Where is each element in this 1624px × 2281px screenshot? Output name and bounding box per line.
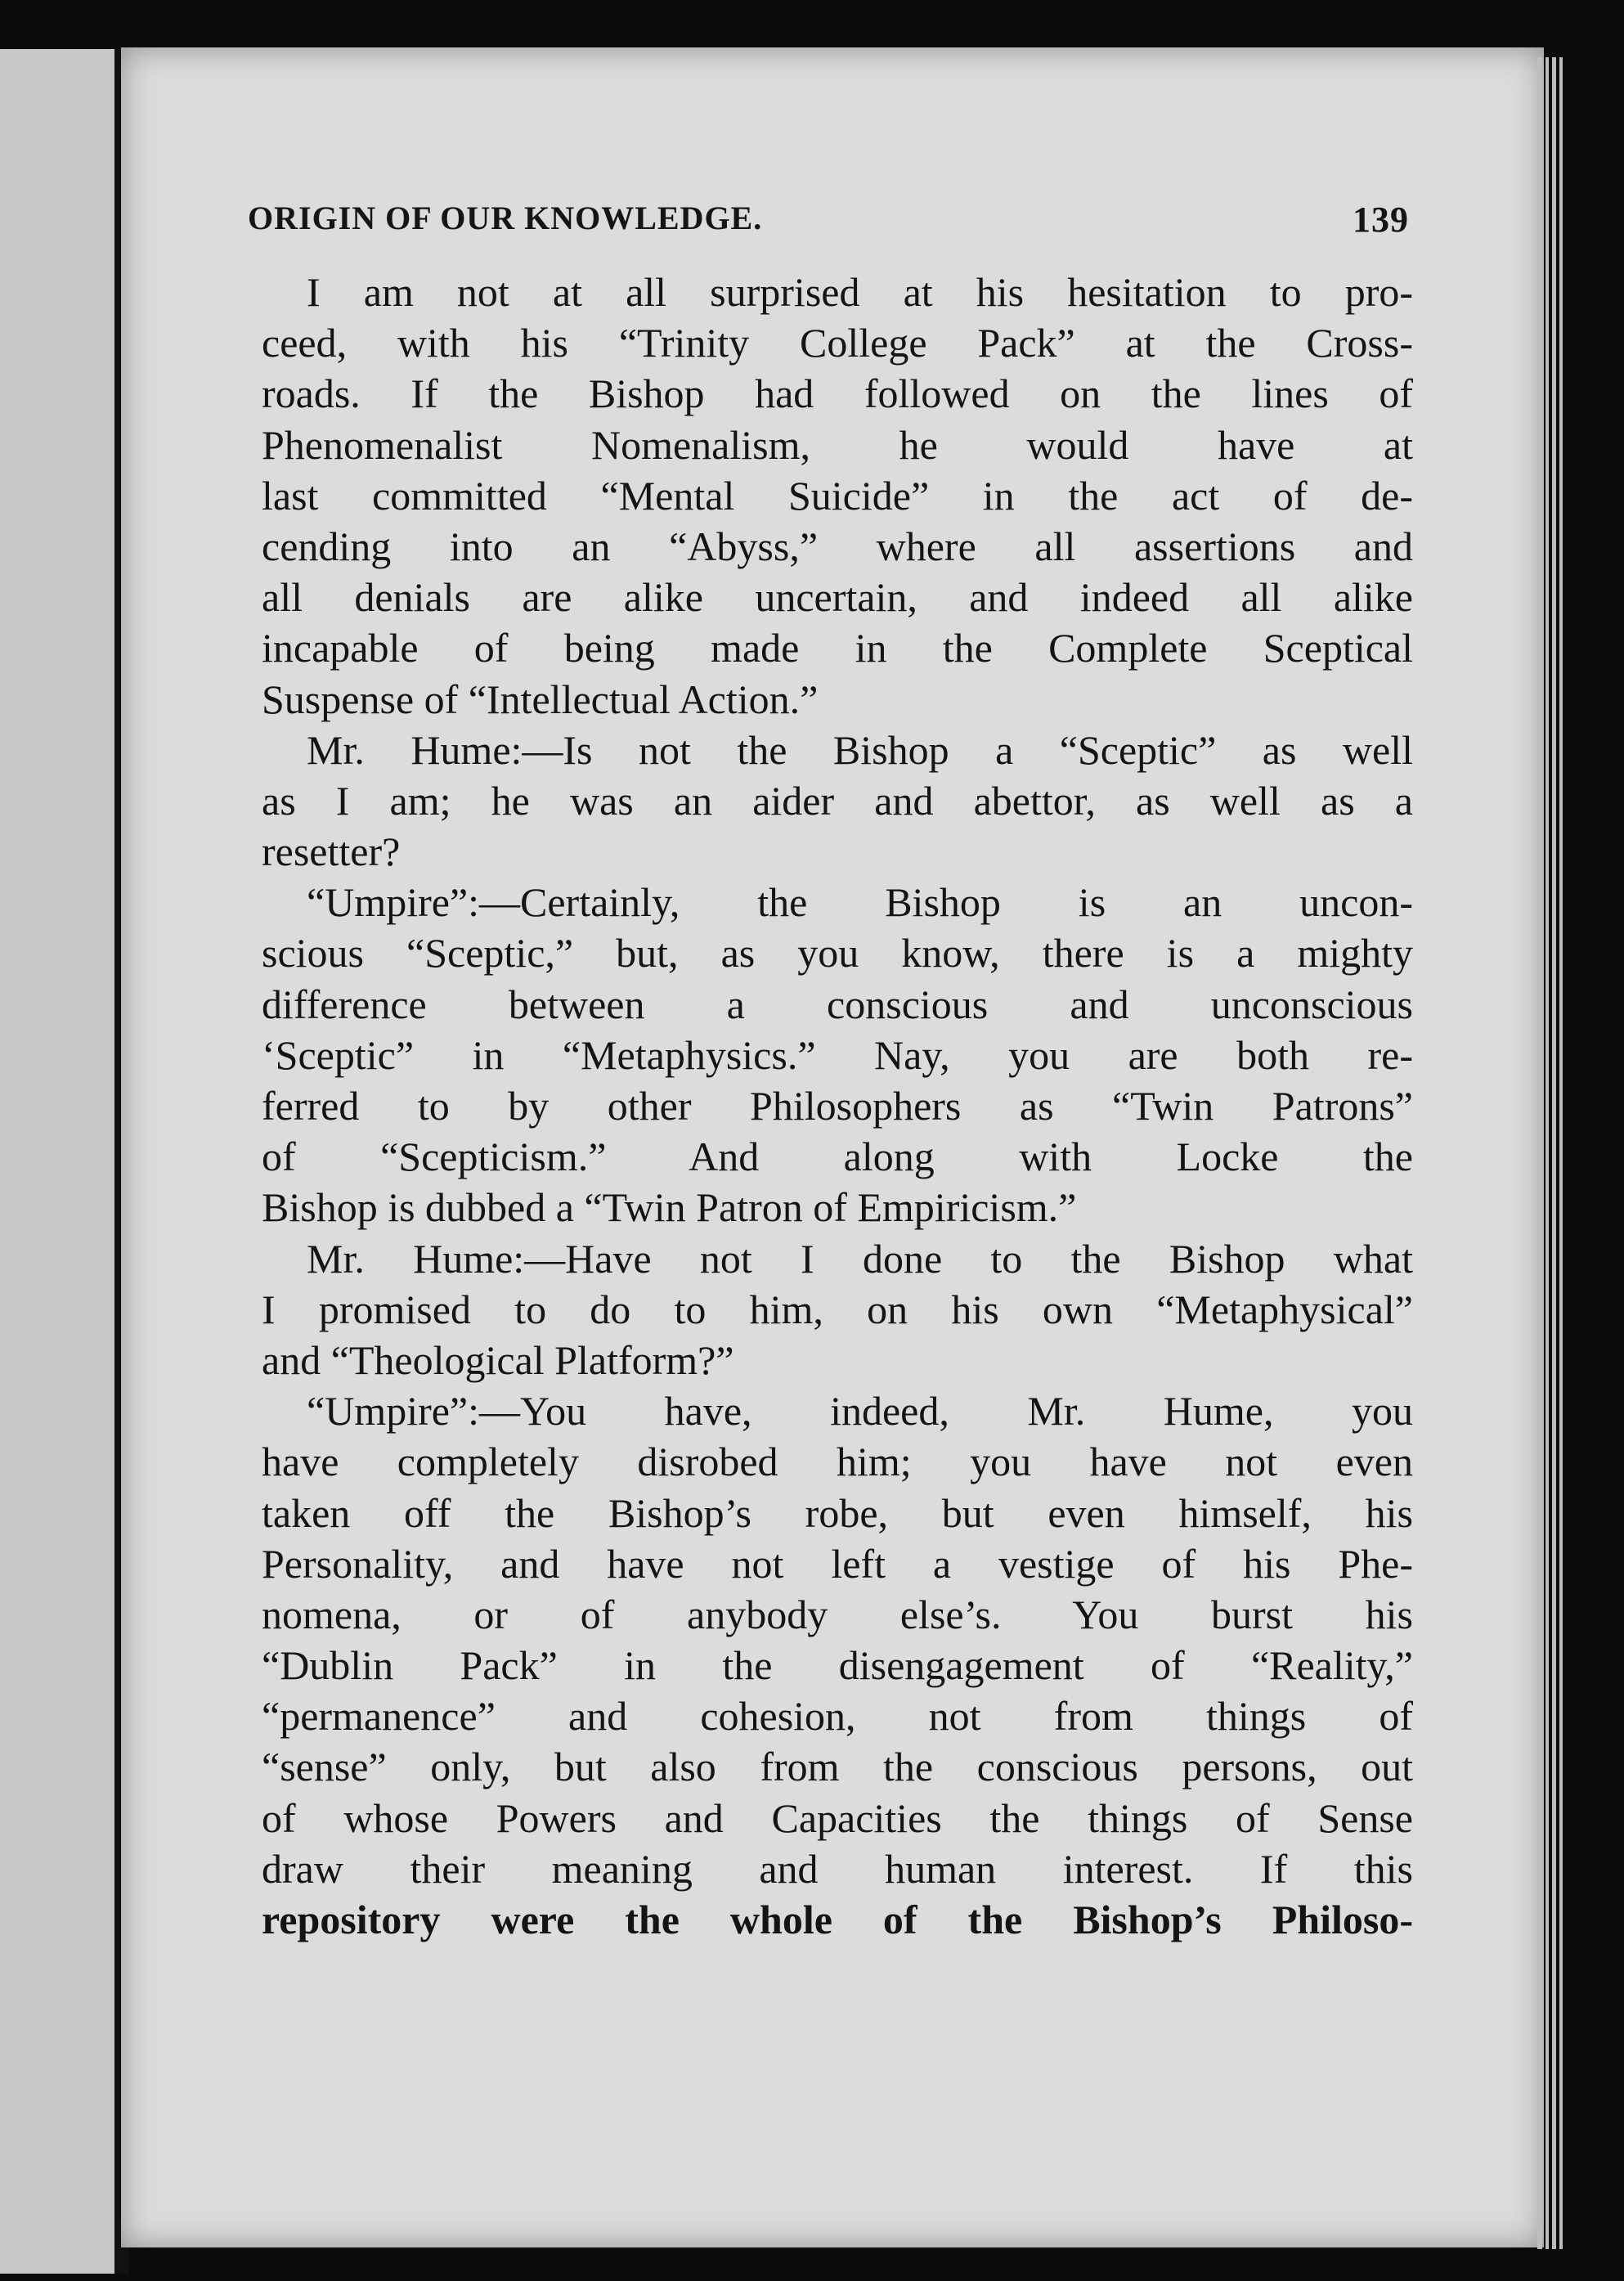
text-line: “Dublin Pack” in the disengagement of “Reality,” [262,1642,1413,1689]
page-edges [1537,57,1570,2249]
text-line: as I am; he was an aider and abettor, as well as a [262,777,1413,824]
text-line: difference between a conscious and unconscious [262,981,1413,1027]
page-number: 139 [1353,200,1409,240]
body-text [262,267,1413,1945]
text-line: I promised to do to him, on his own “Metaphysical” [262,1286,1413,1332]
text-line: Mr. Hume:—Is not the Bishop a “Sceptic” as well [307,726,1413,773]
text-line: roads. If the Bishop had followed on the lines of [262,370,1413,417]
text-line: “permanence” and cohesion, not from things of [262,1693,1413,1740]
text-line: of “Scepticism.” And along with Locke the [262,1134,1413,1180]
text-line: “Umpire”:—You have, indeed, Mr. Hume, you [307,1388,1413,1435]
running-head-title: ORIGIN OF OUR KNOWLEDGE. [248,200,763,236]
book-page [121,47,1544,2247]
text-line: ferred to by other Philosophers as “Twin Patrons” [262,1083,1413,1129]
text-line: nomena, or of anybody else’s. You burst his [262,1591,1413,1637]
text-line: repository were the whole of the Bishop’s Philoso- [262,1897,1413,1942]
text-line: resetter? [262,828,401,875]
text-line: cending into an “Abyss,” where all assertions and [262,523,1413,569]
text-line: Personality, and have not left a vestige of his Phe- [262,1540,1413,1587]
text-line: “Umpire”:—Certainly, the Bishop is an uncon- [307,879,1413,926]
facing-page-edge [0,49,126,2274]
text-line: Phenomenalist Nomenalism, he would have at [262,421,1413,468]
running-head [248,199,1409,240]
text-line: ceed, with his “Trinity College Pack” at the Cross- [262,320,1413,366]
text-line: incapable of being made in the Complete Sceptical [262,625,1413,671]
text-line: taken off the Bishop’s robe, but even himself, his [262,1489,1413,1536]
text-line: have completely disrobed him; you have not even [262,1439,1413,1485]
text-line: all denials are alike uncertain, and indeed all alike [262,574,1413,621]
text-line: of whose Powers and Capacities the things of Sense [262,1794,1413,1841]
text-line: Mr. Hume:—Have not I done to the Bishop what [307,1235,1413,1282]
text-line: “sense” only, but also from the conscious persons, out [262,1744,1413,1790]
text-line: and “Theological Platform?” [262,1336,734,1383]
text-line: Suspense of “Intellectual Action.” [262,676,819,722]
text-line: I am not at all surprised at his hesitation to pro- [307,269,1413,315]
text-line: draw their meaning and human interest. If this [262,1845,1413,1892]
text-line: scious “Sceptic,” but, as you know, there is a mighty [262,930,1413,977]
text-line: Bishop is dubbed a “Twin Patron of Empiricism.” [262,1184,1077,1231]
text-line: last committed “Mental Suicide” in the act of de- [262,472,1413,519]
text-line: ‘Sceptic” in “Metaphysics.” Nay, you are both re- [262,1031,1413,1078]
